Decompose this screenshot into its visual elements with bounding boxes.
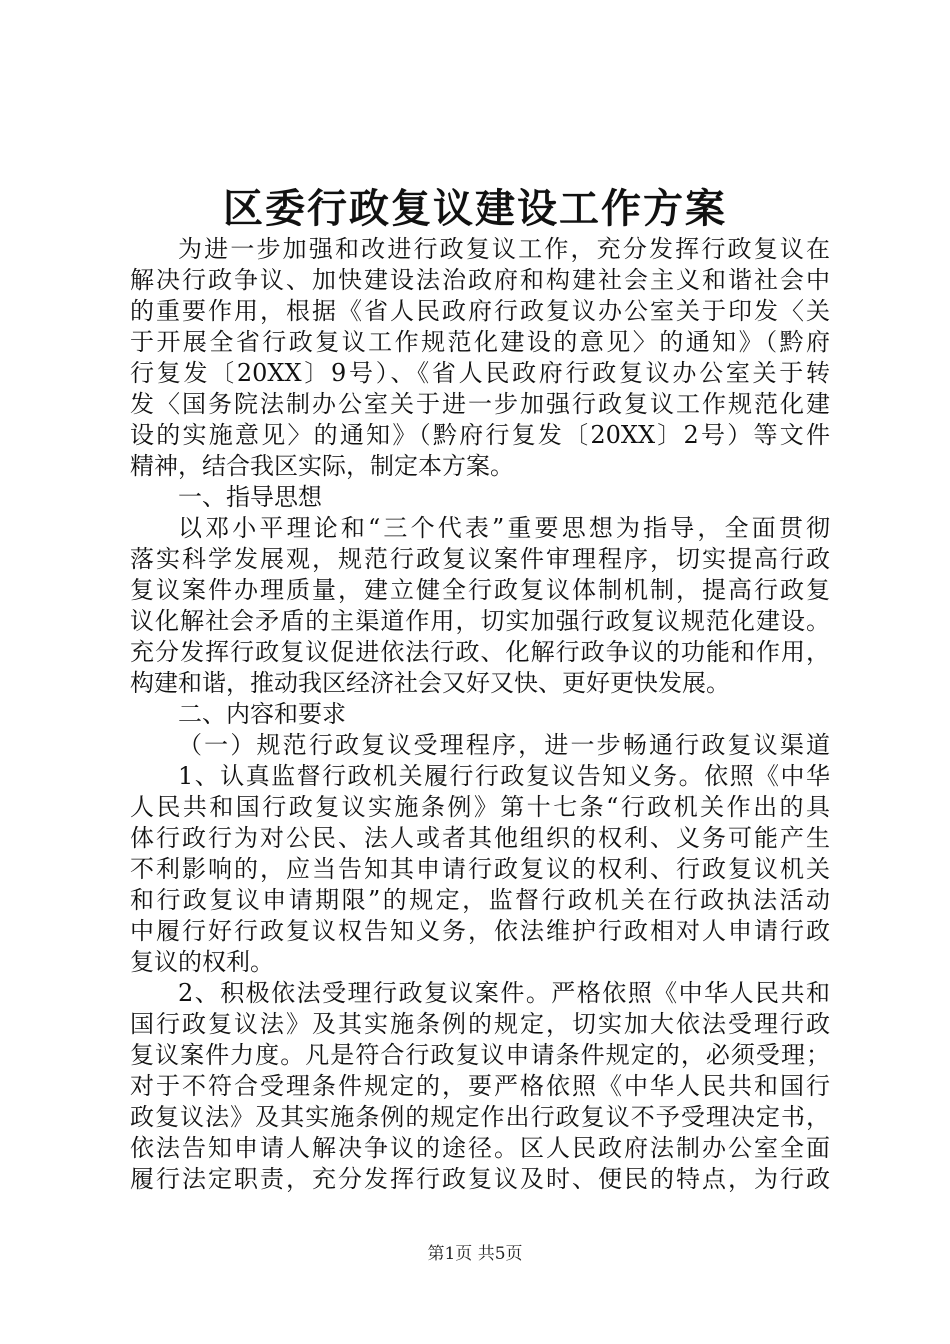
body-line: 于开展全省行政复议工作规范化建设的意见〉的通知》（黔府 [130, 328, 830, 356]
body-line: 行复发〔20XX〕9号）、《省人民政府行政复议办公室关于转 [130, 359, 830, 387]
body-line: 解决行政争议、加快建设法治政府和构建社会主义和谐社会中 [130, 266, 830, 294]
body-line: 不利影响的，应当告知其申请行政复议的权利、行政复议机关 [130, 855, 830, 883]
body-line: 的重要作用，根据《省人民政府行政复议办公室关于印发〈关 [130, 297, 830, 325]
body-line: （一）规范行政复议受理程序，进一步畅通行政复议渠道 [178, 731, 830, 759]
body-line: 复议的权利。 [130, 948, 274, 976]
body-line: 依法告知申请人解决争议的途径。区人民政府法制办公室全面 [130, 1134, 830, 1162]
body-line: 精神，结合我区实际，制定本方案。 [130, 452, 514, 480]
body-line: 复议案件力度。凡是符合行政复议申请条件规定的，必须受理； [130, 1041, 830, 1069]
body-line: 二、内容和要求 [178, 700, 346, 728]
document-title: 区委行政复议建设工作方案 [223, 185, 727, 232]
body-line: 人民共和国行政复议实施条例》第十七条“行政机关作出的具 [130, 793, 830, 821]
body-line: 1、认真监督行政机关履行行政复议告知义务。依照《中华 [178, 762, 830, 790]
body-line: 复议案件办理质量，建立健全行政复议体制机制，提高行政复 [130, 576, 830, 604]
body-line: 对于不符合受理条件规定的，要严格依照《中华人民共和国行 [130, 1072, 830, 1100]
body-line: 一、指导思想 [178, 483, 322, 511]
body-line: 国行政复议法》及其实施条例的规定，切实加大依法受理行政 [130, 1010, 830, 1038]
body-line: 体行政行为对公民、法人或者其他组织的权利、义务可能产生 [130, 824, 830, 852]
page-number: 第1页 共5页 [427, 1244, 523, 1264]
body-line: 以邓小平理论和“三个代表”重要思想为指导，全面贯彻 [178, 514, 830, 542]
body-line: 2、积极依法受理行政复议案件。严格依照《中华人民共和 [178, 979, 830, 1007]
body-line: 构建和谐，推动我区经济社会又好又快、更好更快发展。 [130, 669, 730, 697]
body-line: 中履行好行政复议权告知义务，依法维护行政相对人申请行政 [130, 917, 830, 945]
body-line: 和行政复议申请期限”的规定，监督行政机关在行政执法活动 [130, 886, 830, 914]
body-line: 充分发挥行政复议促进依法行政、化解行政争议的功能和作用， [130, 638, 830, 666]
body-line: 为进一步加强和改进行政复议工作，充分发挥行政复议在 [178, 235, 830, 263]
body-line: 议化解社会矛盾的主渠道作用，切实加强行政复议规范化建设。 [130, 607, 830, 635]
body-line: 履行法定职责，充分发挥行政复议及时、便民的特点，为行政 [130, 1165, 830, 1193]
body-line: 政复议法》及其实施条例的规定作出行政复议不予受理决定书， [130, 1103, 830, 1131]
body-line: 落实科学发展观，规范行政复议案件审理程序，切实提高行政 [130, 545, 830, 573]
body-line: 发〈国务院法制办公室关于进一步加强行政复议工作规范化建 [130, 390, 830, 418]
document-body [130, 234, 830, 1195]
body-line: 设的实施意见〉的通知》（黔府行复发〔20XX〕2号）等文件 [130, 421, 830, 449]
